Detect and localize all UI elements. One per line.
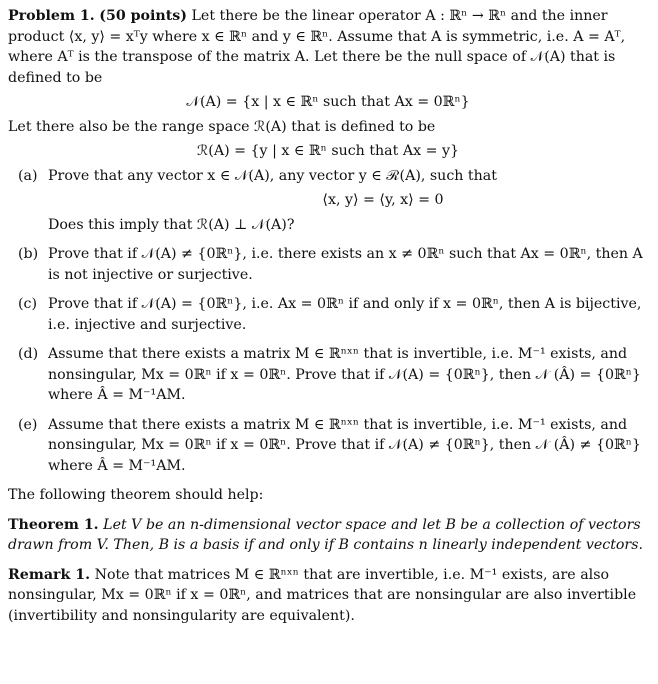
part-d-line-1: Assume that there exists a matrix M ∈ ℝⁿˣⁿ that is invertible, i.e. M⁻¹ exists, and [48,346,628,362]
part-e-line-1: Assume that there exists a matrix M ∈ ℝⁿˣⁿ that is invertible, i.e. M⁻¹ exists, and [48,416,628,433]
help-line: The following theorem should help: [8,487,264,503]
problem-intro-line-3: where Aᵀ is the transpose of the matrix A. Let there be the null space of 𝒩(A) that is [8,49,616,65]
part-e-line-3: where Â = M⁻¹AM. [48,457,186,474]
part-a [8,166,648,187]
part-b [8,244,648,285]
part-d-label: (d) [18,346,39,362]
part-d-line-2: nonsingular, Mx = 0ℝⁿ if x = 0ℝⁿ. Prove that if 𝒩(A) = {0ℝⁿ}, then 𝒩 (Â) = {0ℝⁿ} [48,366,641,383]
part-e [8,415,648,477]
problem-intro-line-2: product ⟨x, y⟩ = xᵀy where x ∈ ℝⁿ and y ∈ ℝⁿ. Assume that A is symmetric, i.e. A = Aᵀ, [8,28,626,45]
part-d [8,344,648,406]
problem-intro-text-1: Let there be the linear operator A : ℝⁿ → ℝⁿ and the inner [191,8,608,24]
theorem-line-1 [8,515,648,536]
part-a-line-1: Prove that any vector x ∈ 𝒩(A), any vector y ∈ ℛ(A), such that [48,167,497,184]
part-a-question: Does this imply that ℛ(A) ⊥ 𝒩(A)? [48,216,295,233]
part-b-label: (b) [18,246,39,262]
problem-points: (50 points) [99,8,187,24]
part-a-display-equation: ⟨x, y⟩ = ⟨y, x⟩ = 0 [322,192,444,208]
null-space-definition: 𝒩(A) = {x | x ∈ ℝⁿ such that Ax = 0ℝⁿ} [186,94,470,110]
problem-intro-line-1 [8,6,648,27]
part-a-label: (a) [18,167,38,184]
part-b-line-2: is not injective or surjective. [48,266,253,283]
part-c-line-2: i.e. injective and surjective. [48,316,247,333]
remark-line-2: nonsingular, Mx = 0ℝⁿ if x = 0ℝⁿ, and matrices that are nonsingular are also invertible [8,587,637,603]
part-c-label: (c) [18,296,38,312]
part-e-line-2: nonsingular, Mx = 0ℝⁿ if x = 0ℝⁿ. Prove that if 𝒩(A) ≠ {0ℝⁿ}, then 𝒩 (Â) ≠ {0ℝⁿ} [48,437,641,453]
part-c [8,294,648,335]
theorem-text-1: Let V be an n-dimensional vector space and let B be a collection of vectors [103,516,641,533]
part-c-line-1: Prove that if 𝒩(A) = {0ℝⁿ}, i.e. Ax = 0ℝⁿ if and only if x = 0ℝⁿ, then A is bijective, [48,296,642,312]
range-space-intro: Let there also be the range space ℛ(A) that is defined to be [8,118,436,135]
range-space-definition: ℛ(A) = {y | x ∈ ℝⁿ such that Ax = y} [196,143,460,159]
remark-line-1 [8,565,648,586]
remark-line-3: (invertibility and nonsingularity are equivalent). [8,607,355,624]
part-d-line-3: where Â = M⁻¹AM. [48,387,186,403]
theorem-label: Theorem 1. [8,516,99,533]
problem-heading: Problem 1. [8,8,95,24]
problem-intro-line-4: defined to be [8,69,103,86]
problem-document [8,6,648,626]
part-b-line-1: Prove that if 𝒩(A) ≠ {0ℝⁿ}, i.e. there exists an x ≠ 0ℝⁿ such that Ax = 0ℝⁿ, then A [48,246,643,262]
remark-label: Remark 1. [8,566,91,583]
part-e-label: (e) [18,416,38,433]
theorem-line-2: drawn from V. Then, B is a basis if and only if B contains n linearly independent vectors. [8,537,644,553]
remark-text-1: Note that matrices M ∈ ℝⁿˣⁿ that are invertible, i.e. M⁻¹ exists, are also [94,566,610,583]
